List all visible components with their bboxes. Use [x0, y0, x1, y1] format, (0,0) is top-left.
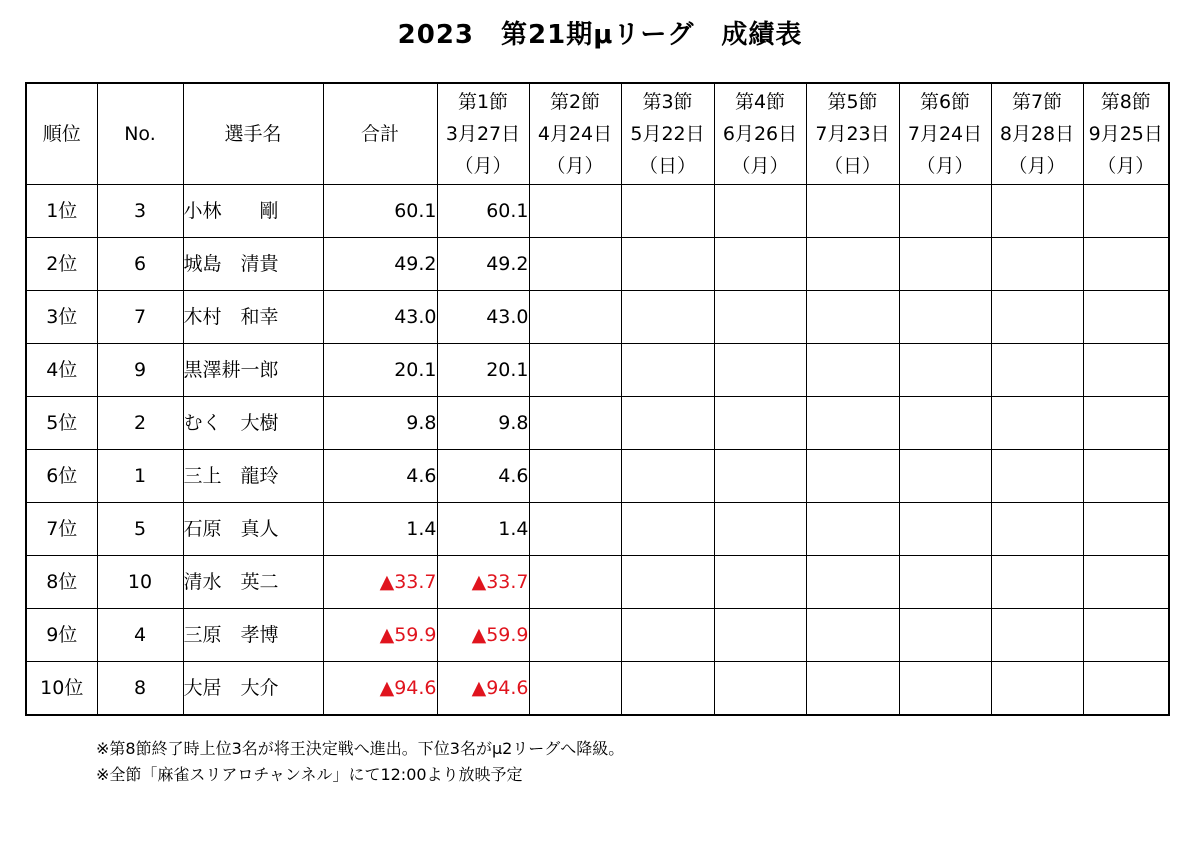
- round-8-score-cell: [1083, 344, 1169, 397]
- total-score-cell: ▲94.6: [323, 662, 437, 716]
- player-number-cell: 4: [97, 609, 183, 662]
- player-name-cell: 小林 剛: [183, 185, 323, 238]
- player-number-cell: 9: [97, 344, 183, 397]
- round-4-score-cell: [714, 397, 806, 450]
- round-3-score-cell: [621, 238, 714, 291]
- round-5-score-cell: [806, 238, 899, 291]
- round-8-score-cell: [1083, 609, 1169, 662]
- player-name-cell: 木村 和幸: [183, 291, 323, 344]
- round-7-score-cell: [991, 503, 1083, 556]
- round-3-score-cell: [621, 662, 714, 716]
- total-score-cell: 9.8: [323, 397, 437, 450]
- round-8-score-cell: [1083, 185, 1169, 238]
- round-7-score-cell: [991, 397, 1083, 450]
- table-row: [26, 185, 1169, 238]
- rank-cell: 2位: [26, 238, 97, 291]
- round-2-score-cell: [529, 503, 621, 556]
- round-3-score-cell: [621, 185, 714, 238]
- header-name: 選手名: [183, 83, 323, 185]
- player-name-cell: 石原 真人: [183, 503, 323, 556]
- round-4-score-cell: [714, 185, 806, 238]
- round-7-score-cell: [991, 291, 1083, 344]
- round-2-score-cell: [529, 238, 621, 291]
- player-name-cell: 黒澤耕一郎: [183, 344, 323, 397]
- round-2-score-cell: [529, 556, 621, 609]
- header-no: No.: [97, 83, 183, 185]
- player-number-cell: 8: [97, 662, 183, 716]
- round-1-score-cell: 4.6: [437, 450, 529, 503]
- table-row: [26, 450, 1169, 503]
- total-score-cell: 4.6: [323, 450, 437, 503]
- player-name-cell: 三上 龍玲: [183, 450, 323, 503]
- total-score-cell: ▲33.7: [323, 556, 437, 609]
- round-1-score-cell: ▲59.9: [437, 609, 529, 662]
- round-8-score-cell: [1083, 503, 1169, 556]
- standings-table: [25, 82, 1170, 716]
- total-score-cell: 49.2: [323, 238, 437, 291]
- header-round-8: 第8節 9月25日 （月）: [1083, 83, 1169, 185]
- table-row: [26, 397, 1169, 450]
- table-row: [26, 291, 1169, 344]
- total-score-cell: 1.4: [323, 503, 437, 556]
- round-5-score-cell: [806, 291, 899, 344]
- round-3-score-cell: [621, 556, 714, 609]
- player-number-cell: 2: [97, 397, 183, 450]
- round-2-score-cell: [529, 397, 621, 450]
- round-6-score-cell: [899, 609, 991, 662]
- round-4-score-cell: [714, 662, 806, 716]
- round-2-score-cell: [529, 344, 621, 397]
- round-1-score-cell: 43.0: [437, 291, 529, 344]
- round-6-score-cell: [899, 397, 991, 450]
- round-1-score-cell: 20.1: [437, 344, 529, 397]
- total-score-cell: 20.1: [323, 344, 437, 397]
- rank-cell: 6位: [26, 450, 97, 503]
- round-6-score-cell: [899, 238, 991, 291]
- player-number-cell: 5: [97, 503, 183, 556]
- round-1-score-cell: ▲94.6: [437, 662, 529, 716]
- round-1-score-cell: 60.1: [437, 185, 529, 238]
- rank-cell: 8位: [26, 556, 97, 609]
- round-5-score-cell: [806, 397, 899, 450]
- round-5-score-cell: [806, 185, 899, 238]
- round-2-score-cell: [529, 662, 621, 716]
- round-8-score-cell: [1083, 556, 1169, 609]
- round-6-score-cell: [899, 556, 991, 609]
- round-3-score-cell: [621, 609, 714, 662]
- round-7-score-cell: [991, 238, 1083, 291]
- header-round-4: 第4節 6月26日 （月）: [714, 83, 806, 185]
- header-row: [26, 83, 1169, 185]
- round-8-score-cell: [1083, 397, 1169, 450]
- rank-cell: 5位: [26, 397, 97, 450]
- round-6-score-cell: [899, 344, 991, 397]
- round-2-score-cell: [529, 609, 621, 662]
- round-6-score-cell: [899, 291, 991, 344]
- rank-cell: 1位: [26, 185, 97, 238]
- round-2-score-cell: [529, 291, 621, 344]
- player-name-cell: むく 大樹: [183, 397, 323, 450]
- header-round-7: 第7節 8月28日 （月）: [991, 83, 1083, 185]
- round-1-score-cell: 1.4: [437, 503, 529, 556]
- round-2-score-cell: [529, 185, 621, 238]
- round-5-score-cell: [806, 609, 899, 662]
- player-name-cell: 城島 清貴: [183, 238, 323, 291]
- player-number-cell: 3: [97, 185, 183, 238]
- total-score-cell: ▲59.9: [323, 609, 437, 662]
- round-3-score-cell: [621, 450, 714, 503]
- footnote-broadcast: ※全節「麻雀スリアロチャンネル」にて12:00より放映予定: [96, 765, 523, 784]
- player-number-cell: 10: [97, 556, 183, 609]
- rank-cell: 10位: [26, 662, 97, 716]
- round-4-score-cell: [714, 503, 806, 556]
- round-7-score-cell: [991, 556, 1083, 609]
- round-3-score-cell: [621, 291, 714, 344]
- round-8-score-cell: [1083, 238, 1169, 291]
- round-7-score-cell: [991, 185, 1083, 238]
- header-total: 合計: [323, 83, 437, 185]
- round-5-score-cell: [806, 344, 899, 397]
- footnotes: [96, 736, 624, 788]
- round-6-score-cell: [899, 503, 991, 556]
- round-8-score-cell: [1083, 291, 1169, 344]
- round-1-score-cell: 49.2: [437, 238, 529, 291]
- total-score-cell: 60.1: [323, 185, 437, 238]
- round-5-score-cell: [806, 556, 899, 609]
- round-3-score-cell: [621, 397, 714, 450]
- player-number-cell: 1: [97, 450, 183, 503]
- round-1-score-cell: ▲33.7: [437, 556, 529, 609]
- player-number-cell: 6: [97, 238, 183, 291]
- header-round-5: 第5節 7月23日 （日）: [806, 83, 899, 185]
- round-6-score-cell: [899, 662, 991, 716]
- page-title: 2023 第21期μリーグ 成績表: [397, 20, 803, 50]
- player-name-cell: 三原 孝博: [183, 609, 323, 662]
- table-row: [26, 503, 1169, 556]
- round-6-score-cell: [899, 450, 991, 503]
- round-4-score-cell: [714, 238, 806, 291]
- round-8-score-cell: [1083, 450, 1169, 503]
- player-number-cell: 7: [97, 291, 183, 344]
- header-round-6: 第6節 7月24日 （月）: [899, 83, 991, 185]
- player-name-cell: 清水 英二: [183, 556, 323, 609]
- round-4-score-cell: [714, 609, 806, 662]
- round-5-score-cell: [806, 450, 899, 503]
- table-row: [26, 344, 1169, 397]
- round-4-score-cell: [714, 556, 806, 609]
- round-5-score-cell: [806, 662, 899, 716]
- round-2-score-cell: [529, 450, 621, 503]
- table-row: [26, 556, 1169, 609]
- rank-cell: 9位: [26, 609, 97, 662]
- rank-cell: 4位: [26, 344, 97, 397]
- round-4-score-cell: [714, 291, 806, 344]
- round-4-score-cell: [714, 344, 806, 397]
- round-8-score-cell: [1083, 662, 1169, 716]
- table-row: [26, 609, 1169, 662]
- round-1-score-cell: 9.8: [437, 397, 529, 450]
- round-5-score-cell: [806, 503, 899, 556]
- header-rank: 順位: [26, 83, 97, 185]
- header-round-1: 第1節 3月27日 （月）: [437, 83, 529, 185]
- round-7-score-cell: [991, 609, 1083, 662]
- total-score-cell: 43.0: [323, 291, 437, 344]
- player-name-cell: 大居 大介: [183, 662, 323, 716]
- round-3-score-cell: [621, 503, 714, 556]
- rank-cell: 3位: [26, 291, 97, 344]
- round-3-score-cell: [621, 344, 714, 397]
- header-round-3: 第3節 5月22日 （日）: [621, 83, 714, 185]
- round-4-score-cell: [714, 450, 806, 503]
- rank-cell: 7位: [26, 503, 97, 556]
- round-7-score-cell: [991, 344, 1083, 397]
- footnote-promotion: ※第8節終了時上位3名が将王決定戦へ進出。下位3名がμ2リーグへ降級。: [96, 739, 625, 758]
- round-6-score-cell: [899, 185, 991, 238]
- table-row: [26, 238, 1169, 291]
- round-7-score-cell: [991, 450, 1083, 503]
- header-round-2: 第2節 4月24日 （月）: [529, 83, 621, 185]
- round-7-score-cell: [991, 662, 1083, 716]
- table-row: [26, 662, 1169, 716]
